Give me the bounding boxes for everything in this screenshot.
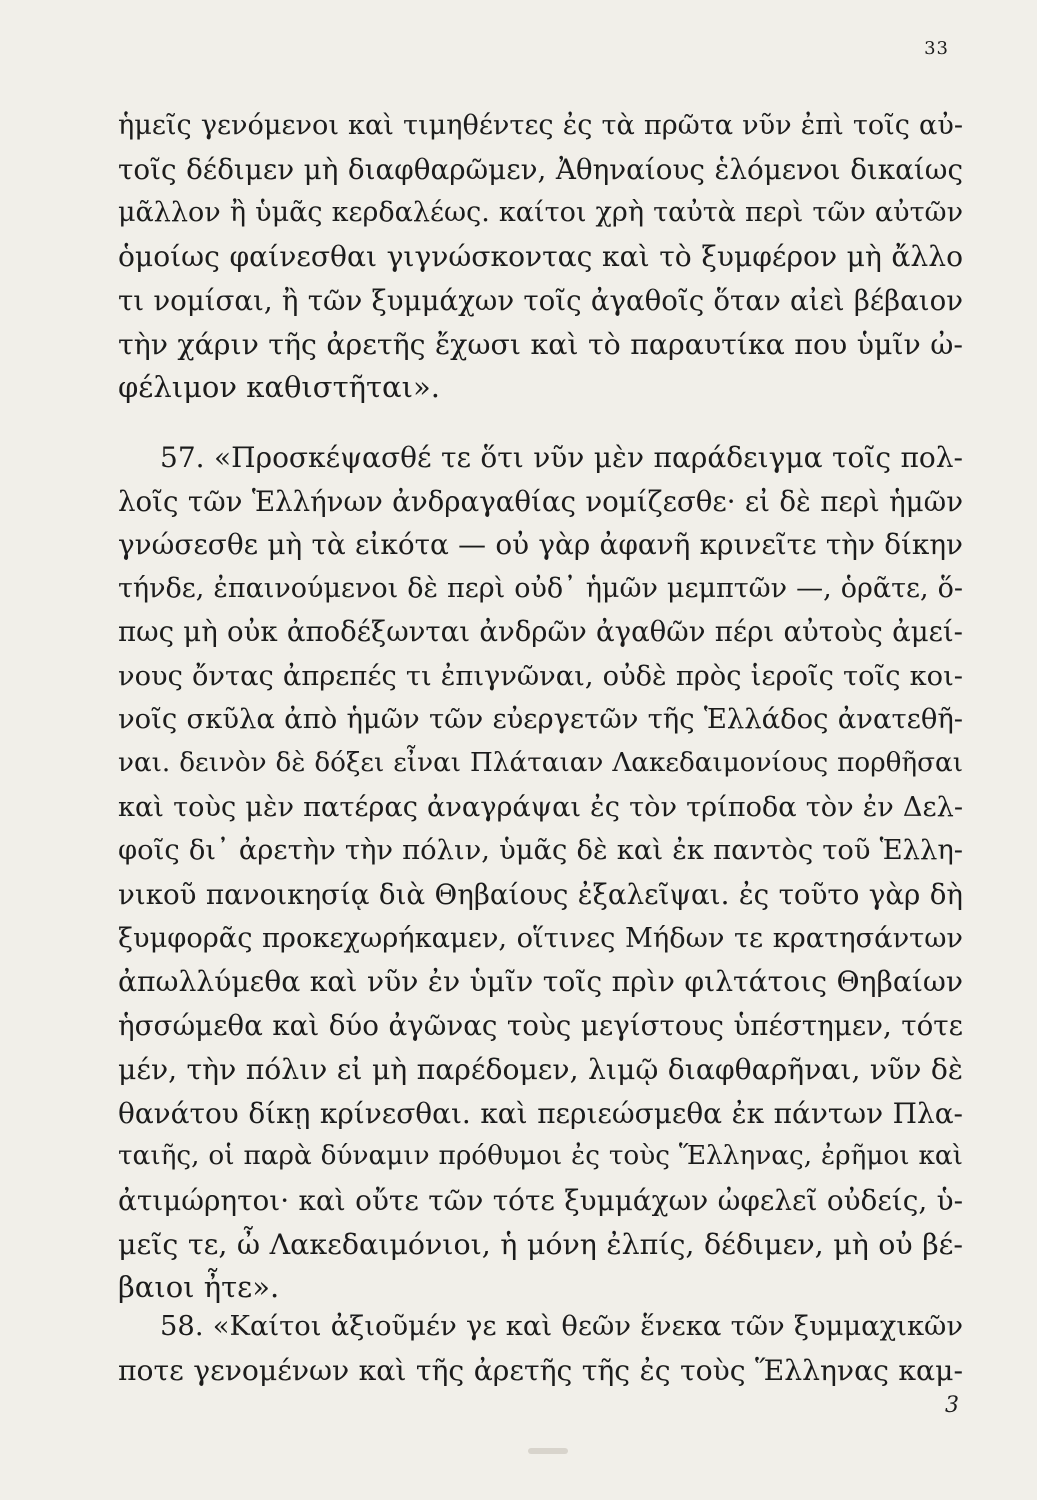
- text-line: τοῖς δέδιμεν μὴ διαφθαρῶμεν, Ἀθηναίους ἑλόμενοι δικαίως: [118, 152, 963, 186]
- paragraph-continuation: [118, 104, 963, 410]
- paragraph-57: [118, 436, 963, 1310]
- print-smudge: [528, 1448, 568, 1454]
- paragraph-58: [118, 1305, 963, 1392]
- text-line: καὶ τοὺς μὲν πατέρας ἀναγράψαι ἐς τὸν τρίποδα τὸν ἐν Δελ-: [118, 791, 963, 823]
- text-line: ὁμοίως φαίνεσθαι γιγνώσκοντας καὶ τὸ ξυμφέρον μὴ ἄλλο: [118, 240, 963, 274]
- text-line: 58. «Καίτοι ἀξιοῦμέν γε καὶ θεῶν ἕνεκα τῶν ξυμμαχικῶν: [160, 1311, 963, 1342]
- text-line: ἡσσώμεθα καὶ δύο ἀγῶνας τοὺς μεγίστους ὑπέστημεν, τότε: [118, 1009, 963, 1043]
- text-line: θανάτου δίκῃ κρίνεσθαι. καὶ περιεώσμεθα ἐκ πάντων Πλα-: [118, 1096, 963, 1130]
- text-line: γνώσεσθε μὴ τὰ εἰκότα — οὐ γὰρ ἀφανῆ κρινεῖτε τὴν δίκην: [118, 528, 963, 562]
- text-line: ἀπωλλύμεθα καὶ νῦν ἐν ὑμῖν τοῖς πρὶν φιλτάτοις Θηβαίων: [118, 965, 963, 999]
- signature-mark: 3: [945, 1393, 959, 1418]
- text-line: ἀτιμώρητοι· καὶ οὔτε τῶν τότε ξυμμάχων ὠφελεῖ οὐδείς, ὑ-: [118, 1183, 963, 1217]
- text-line: 57. «Προσκέψασθέ τε ὅτι νῦν μὲν παράδειγμα τοῖς πολ-: [160, 441, 963, 474]
- text-line: φοῖς δι᾽ ἀρετὴν τὴν πόλιν, ὑμᾶς δὲ καὶ ἐκ παντὸς τοῦ Ἑλλη-: [118, 835, 963, 867]
- text-line: φέλιμον καθιστῆται».: [118, 370, 440, 405]
- text-line: τήνδε, ἐπαινούμενοι δὲ περὶ οὐδ᾽ ἡμῶν μεμπτῶν —, ὁρᾶτε, ὅ-: [118, 573, 963, 605]
- text-line: ξυμφορᾶς προκεχωρήκαμεν, οἵτινες Μήδων τε κρατησάντων: [118, 922, 963, 954]
- text-line: ταιῆς, οἱ παρὰ δύναμιν πρόθυμοι ἐς τοὺς Ἕλληνας, ἐρῆμοι καὶ: [118, 1141, 963, 1172]
- text-line: λοῖς τῶν Ἑλλήνων ἀνδραγαθίας νομίζεσθε· εἰ δὲ περὶ ἡμῶν: [118, 484, 963, 518]
- text-line: ἡμεῖς γενόμενοι καὶ τιμηθέντες ἐς τὰ πρῶτα νῦν ἐπὶ τοῖς αὐ-: [118, 110, 963, 141]
- text-line: ναι. δεινὸν δὲ δόξει εἶναι Πλάταιαν Λακεδαιμονίους πορθῆσαι: [118, 747, 963, 778]
- text-line: ποτε γενομένων καὶ τῆς ἀρετῆς τῆς ἐς τοὺς Ἕλληνας καμ-: [118, 1353, 963, 1387]
- text-line: μᾶλλον ἢ ὑμᾶς κερδαλέως. καίτοι χρὴ ταὐτὰ περὶ τῶν αὐτῶν: [118, 197, 963, 229]
- page-number: 33: [924, 38, 949, 59]
- text-line: πως μὴ οὐκ ἀποδέξωνται ἀνδρῶν ἀγαθῶν πέρι αὐτοὺς ἀμεί-: [118, 615, 963, 648]
- text-line: νοῖς σκῦλα ἀπὸ ἡμῶν τῶν εὐεργετῶν τῆς Ἑλλάδος ἀνατεθῆ-: [118, 704, 963, 736]
- text-line: τι νομίσαι, ἢ τῶν ξυμμάχων τοῖς ἀγαθοῖς ὅταν αἰεὶ βέβαιον: [118, 283, 963, 317]
- text-line: νικοῦ πανοικησίᾳ διὰ Θηβαίους ἐξαλεῖψαι. ἐς τοῦτο γὰρ δὴ: [118, 878, 963, 912]
- text-line: μεῖς τε, ὦ Λακεδαιμόνιοι, ἡ μόνη ἐλπίς, δέδιμεν, μὴ οὐ βέ-: [118, 1227, 963, 1261]
- text-line: τὴν χάριν τῆς ἀρετῆς ἔχωσι καὶ τὸ παραυτίκα που ὑμῖν ὠ-: [118, 327, 963, 361]
- text-line: νους ὄντας ἀπρεπές τι ἐπιγνῶναι, οὐδὲ πρὸς ἱεροῖς τοῖς κοι-: [118, 660, 963, 692]
- text-line: βαιοι ἦτε».: [118, 1270, 280, 1305]
- text-line: μέν, τὴν πόλιν εἰ μὴ παρέδομεν, λιμῷ διαφθαρῆναι, νῦν δὲ: [118, 1052, 963, 1086]
